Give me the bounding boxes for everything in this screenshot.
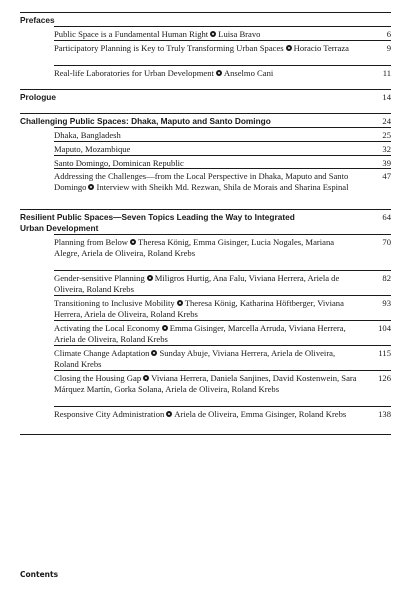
toc-entry[interactable] — [54, 345, 391, 369]
toc-entry[interactable] — [54, 370, 391, 394]
entry-page-number: 115 — [378, 348, 391, 358]
entry-authors: Interview with Sheikh Md. Rezwan, Shila de Morais and Sharina Espinal — [96, 181, 349, 192]
entry-authors: Emma Gisinger, Marcella Arruda, Viviana Herrera, Ariela de Oliveira, Roland Krebs — [54, 323, 346, 344]
toc-section-prologue[interactable] — [20, 89, 391, 103]
entry-authors: Sunday Abuje, Viviana Herrera, Ariela de Oliveira, Roland Krebs — [54, 348, 336, 369]
entry-page-number: 70 — [382, 237, 391, 247]
entry-page-number: 93 — [382, 298, 391, 308]
toc-entry[interactable] — [54, 65, 391, 79]
entry-title: Dhaka, Bangladesh — [54, 130, 121, 140]
entry-page-number: 25 — [382, 130, 391, 140]
section-title: Prefaces — [20, 15, 55, 25]
bullet-icon — [210, 31, 216, 37]
entry-page-number: 9 — [386, 43, 391, 53]
bullet-icon — [286, 45, 292, 51]
toc-entry[interactable] — [54, 26, 391, 40]
entry-title: Transitioning to Inclusive Mobility — [54, 298, 175, 308]
entry-authors: Luisa Bravo — [218, 29, 261, 39]
section-title: Challenging Public Spaces: Dhaka, Maputo and Santo Domingo — [20, 116, 271, 126]
section-heading — [20, 89, 391, 103]
toc-entry[interactable] — [54, 406, 391, 420]
entry-title: Public Space is a Fundamental Human Right — [54, 29, 209, 39]
section-heading — [20, 12, 391, 26]
bullet-icon — [147, 275, 153, 281]
entry-title: Activating the Local Economy — [54, 323, 160, 333]
entry-title: Climate Change Adaptation — [54, 348, 150, 358]
entry-title: Participatory Planning is Key to Truly Transforming Urban Spaces — [54, 43, 284, 53]
entry-page-number: 126 — [378, 373, 391, 383]
section-heading[interactable] — [20, 113, 391, 127]
section-page-number: 14 — [382, 92, 391, 102]
toc-section-challenging-public-spaces — [20, 113, 391, 192]
entry-title: Maputo, Mozambique — [54, 144, 131, 154]
entry-page-number: 32 — [382, 144, 391, 154]
entry-page-number: 47 — [382, 171, 391, 181]
entry-title: Addressing the Challenges—from the Local Perspective in Dhaka, Maputo and Santo Domingo — [54, 171, 349, 192]
bullet-icon — [166, 411, 172, 417]
entry-authors: Anselmo Cani — [223, 68, 274, 78]
bullet-icon — [177, 300, 183, 306]
bullet-icon — [151, 350, 157, 356]
entry-authors: Theresa König, Katharina Höftberger, Viviana Herrera, Ariela de Oliveira, Roland Krebs — [54, 298, 344, 319]
section-page-number: 24 — [382, 116, 391, 126]
entry-title: Gender-sensitive Planning — [54, 273, 145, 283]
section-heading[interactable] — [20, 209, 391, 234]
bullet-icon — [130, 239, 136, 245]
toc-entry[interactable] — [54, 234, 391, 258]
entry-page-number: 11 — [382, 68, 391, 78]
entry-page-number: 104 — [378, 323, 391, 333]
entry-page-number: 138 — [378, 409, 391, 419]
entry-title: Closing the Housing Gap — [54, 373, 142, 383]
toc-entry[interactable] — [54, 40, 391, 54]
bullet-icon — [216, 70, 222, 76]
section-title: Resilient Public Spaces—Seven Topics Leading the Way to Integrated Urban Development — [20, 212, 295, 233]
entry-page-number: 82 — [382, 273, 391, 283]
toc-entry[interactable] — [54, 320, 391, 344]
section-title: Prologue — [20, 92, 56, 102]
entry-page-number: 6 — [386, 29, 391, 39]
bullet-icon — [162, 325, 168, 331]
bullet-icon — [88, 184, 94, 190]
section-page-number: 64 — [382, 212, 391, 222]
entry-title: Responsive City Administration — [54, 409, 165, 419]
toc-entry[interactable] — [54, 141, 391, 155]
toc-entry[interactable] — [54, 270, 391, 294]
entry-title: Planning from Below — [54, 237, 128, 247]
toc-entry[interactable] — [54, 295, 391, 319]
entry-title: Real-life Laboratories for Urban Development — [54, 68, 214, 78]
toc-entry[interactable] — [54, 155, 391, 169]
section-divider — [20, 434, 391, 435]
bullet-icon — [143, 375, 149, 381]
entry-title: Santo Domingo, Dominican Republic — [54, 158, 184, 168]
entry-authors: Horacio Terraza — [293, 43, 349, 53]
entry-authors: Miligros Hurtig, Ana Falu, Viviana Herrera, Ariela de Oliveira, Roland Krebs — [54, 273, 340, 294]
toc-entry[interactable] — [54, 127, 391, 141]
entry-authors: Viviana Herrera, Daniela Sanjines, David Kostenwein, Sara Márquez Martín, Gorka Solana, Ariela de Oliveira, Roland Krebs — [54, 373, 357, 394]
toc-entry[interactable] — [54, 168, 391, 192]
entry-page-number: 39 — [382, 158, 391, 168]
toc-section-prefaces — [20, 12, 391, 78]
toc-section-resilient-public-spaces — [20, 209, 391, 419]
entry-authors: Theresa König, Emma Gisinger, Lucia Nogales, Mariana Alegre, Ariela de Oliveira, Roland Krebs — [54, 237, 335, 258]
page-footer-label: Contents — [20, 570, 59, 579]
entry-authors: Ariela de Oliveira, Emma Gisinger, Roland Krebs — [174, 409, 347, 419]
